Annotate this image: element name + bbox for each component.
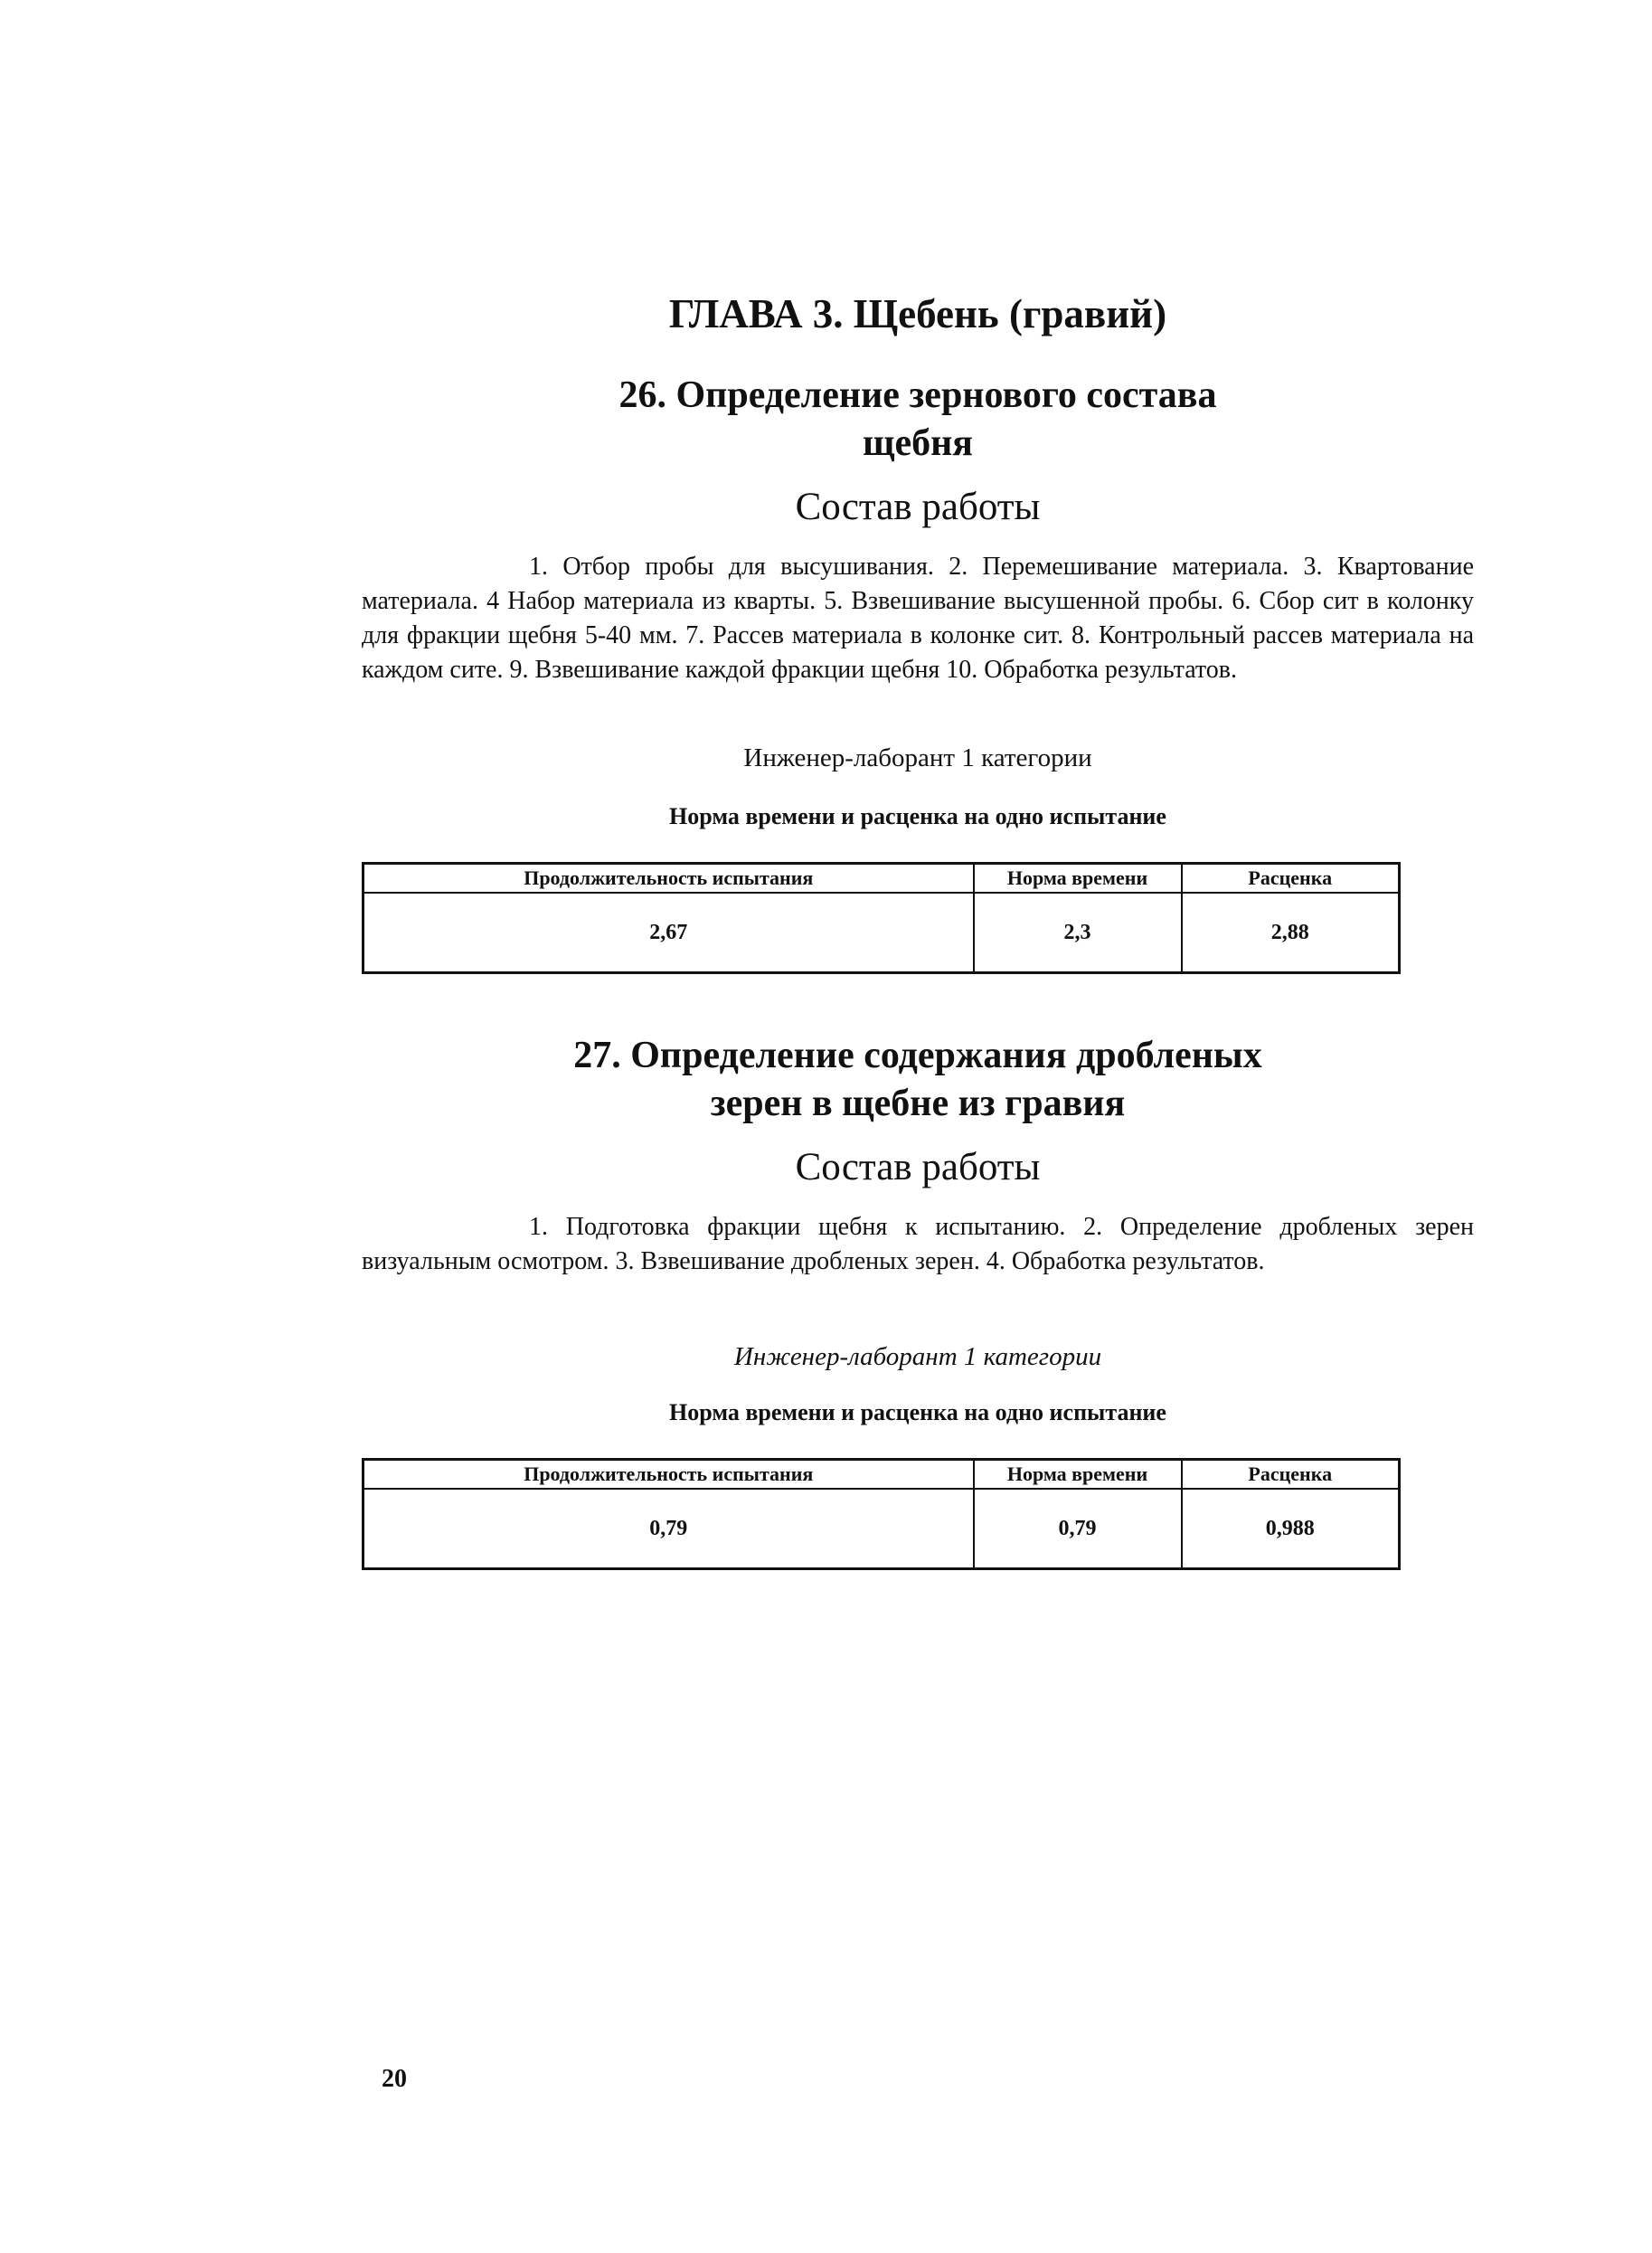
cell-rate: 0,988 [1182,1489,1400,1569]
section-26-title-line2: щебня [862,422,974,464]
header-duration: Продолжительность испытания [363,864,974,894]
section-27-worker: Инженер-лаборант 1 категории [733,1342,1102,1371]
cell-time-norm: 2,3 [974,893,1182,973]
cell-duration: 2,67 [363,893,974,973]
header-rate: Расценка [1182,1460,1400,1490]
section-27-norm-caption: Норма времени и расценка на одно испытание [669,1399,1166,1425]
table-header-row [363,864,1400,894]
section-26-norm-table [362,862,1401,974]
chapter-title: ГЛАВА 3. Щебень (гравий) [668,291,1167,336]
cell-time-norm: 0,79 [974,1489,1182,1569]
section-27-title-line1: 27. Определение содержания дробленых [573,1035,1262,1076]
section-27-title-line2: зерен в щебне из гравия [710,1083,1126,1124]
cell-rate: 2,88 [1182,893,1400,973]
section-27-work-heading: Состав работы [795,1146,1041,1188]
table-row [363,893,1400,973]
section-26-title-line1: 26. Определение зернового состава [618,374,1217,416]
page-number: 20 [382,2065,407,2093]
table-row [363,1489,1400,1569]
section-26-worker: Инженер-лаборант 1 категории [743,743,1092,772]
header-time-norm: Норма времени [974,864,1182,894]
section-26-work-heading: Состав работы [795,486,1041,528]
section-27-norm-table [362,1458,1401,1570]
header-duration: Продолжительность испытания [363,1460,974,1490]
section-26-norm-caption: Норма времени и расценка на одно испытание [669,803,1166,829]
cell-duration: 0,79 [363,1489,974,1569]
table-header-row [363,1460,1400,1490]
header-time-norm: Норма времени [974,1460,1182,1490]
header-rate: Расценка [1182,864,1400,894]
section-27-work-text: 1. Подготовка фракции щебня к испытанию. 2. Определение дробленых зерен визуальным осмотром. 3. Взвешивание дробленых зерен. 4. Обработка результатов. [362,1213,1474,1275]
section-26-work-text: 1. Отбор пробы для высушивания. 2. Перемешивание материала. 3. Квартование материала. 4 Набор материала из кварты. 5. Взвешивание высушенной пробы. 6. Сбор сит в колонку для фракции щебня 5-40 мм. 7. Рассев материала в колонке сит. 8. Контрольный рассев материала на каждом сите. 9. Взвешивание каждой фракции щебня 10. Обработка результатов. [362,553,1474,684]
